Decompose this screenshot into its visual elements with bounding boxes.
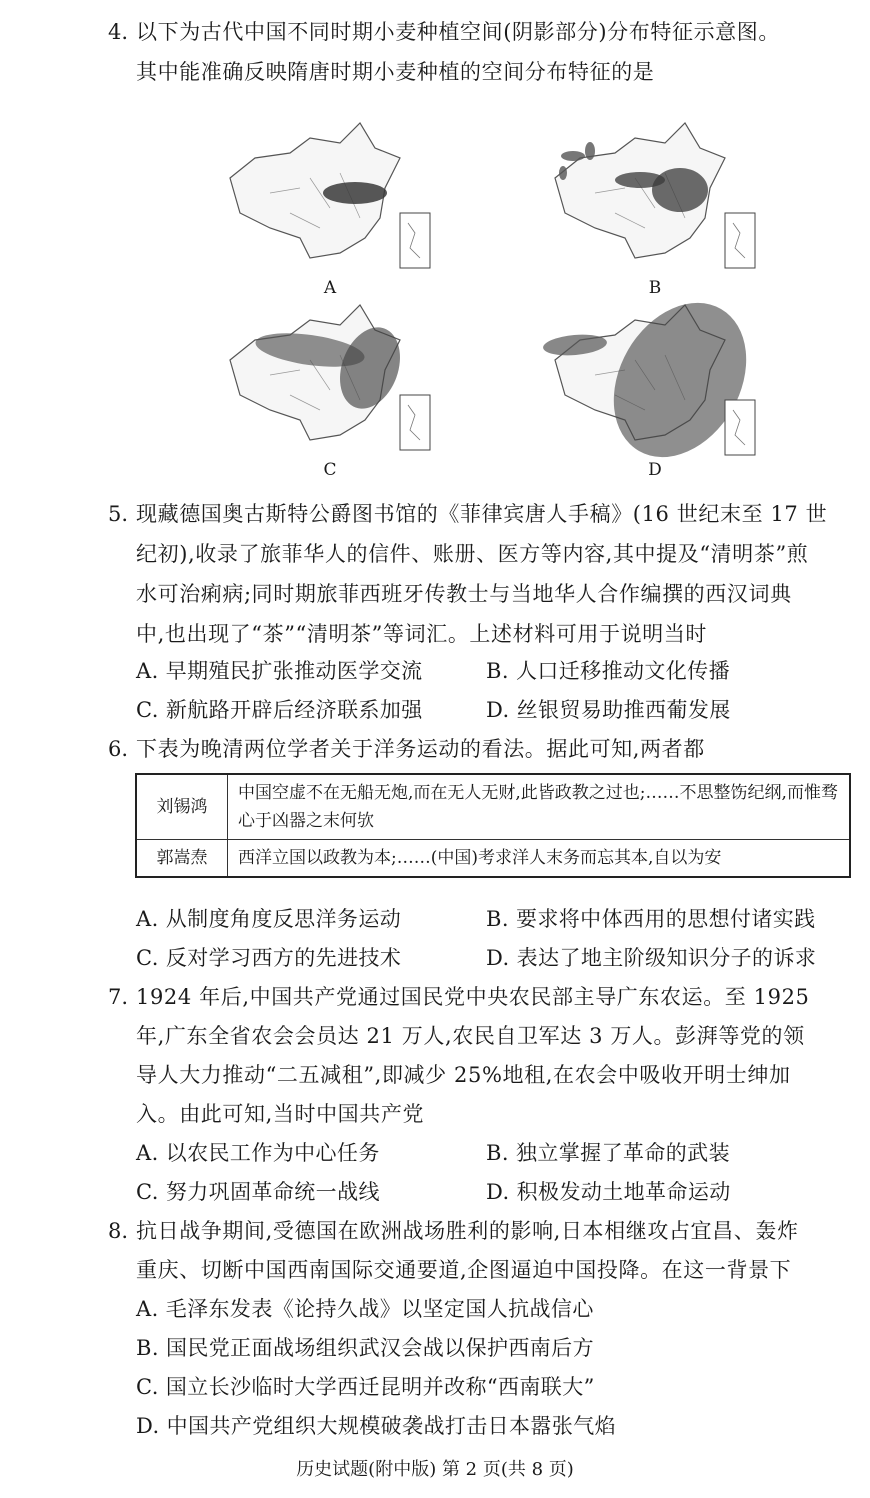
q8-option-a: A. 毛泽东发表《论持久战》以坚定国人抗战信心: [136, 1297, 594, 1321]
q5-number: 5.: [108, 502, 129, 526]
map-c: [210, 300, 470, 485]
q5-option-b: B. 人口迁移推动文化传播: [486, 659, 730, 683]
map-b-label: B: [648, 278, 662, 298]
q8-option-b: B. 国民党正面战场组织武汉会战以保护西南后方: [136, 1336, 594, 1360]
scholar-name: 刘锡鸿: [136, 774, 228, 840]
china-map-d-icon: [535, 300, 775, 465]
q5-option-c: C. 新航路开辟后经济联系加强: [136, 698, 423, 722]
q8-stem-line1: 抗日战争期间,受德国在欧洲战场胜利的影响,日本相继攻占宜昌、轰炸: [136, 1219, 799, 1243]
table-row: [136, 774, 850, 840]
scholar-view: 西洋立国以政教为本;……(中国)考求洋人末务而忘其本,自以为安: [228, 840, 851, 878]
map-d-label: D: [648, 460, 662, 480]
page-footer: 历史试题(附中版) 第 2 页(共 8 页): [296, 1459, 574, 1480]
map-d: [535, 300, 795, 485]
q6-number: 6.: [108, 737, 129, 761]
q7-stem-line4: 入。由此可知,当时中国共产党: [136, 1102, 425, 1126]
map-a: [210, 118, 470, 303]
china-map-a-icon: [210, 118, 450, 278]
q8-stem-line2: 重庆、切断中国西南国际交通要道,企图逼迫中国投降。在这一背景下: [136, 1258, 792, 1282]
q5-stem-line4: 中,也出现了“茶”“清明茶”等词汇。上述材料可用于说明当时: [136, 622, 708, 646]
china-map-b-icon: [535, 118, 775, 278]
q6-opinion-table: [135, 773, 851, 878]
q8-option-c: C. 国立长沙临时大学西迁昆明并改称“西南联大”: [136, 1375, 595, 1399]
q6-option-a: A. 从制度角度反思洋务运动: [136, 907, 402, 931]
q4-stem-line2: 其中能准确反映隋唐时期小麦种植的空间分布特征的是: [136, 60, 655, 84]
scholar-view: 中国空虚不在无船无炮,而在无人无财,此皆政教之过也;……不思整饬纪纲,而惟骛心于凶器之末何欤: [228, 774, 851, 840]
map-b: [535, 118, 795, 303]
table-row: [136, 840, 850, 878]
q8-option-d: D. 中国共产党组织大规模破袭战打击日本嚣张气焰: [136, 1414, 617, 1438]
q5-option-d: D. 丝银贸易助推西葡发展: [486, 698, 731, 722]
q7-option-c: C. 努力巩固革命统一战线: [136, 1180, 380, 1204]
q6-stem: 下表为晚清两位学者关于洋务运动的看法。据此可知,两者都: [136, 737, 705, 761]
map-c-label: C: [323, 460, 337, 480]
q6-option-c: C. 反对学习西方的先进技术: [136, 946, 402, 970]
q5-option-a: A. 早期殖民扩张推动医学交流: [136, 659, 423, 683]
q5-stem-line1: 现藏德国奥古斯特公爵图书馆的《菲律宾唐人手稿》(16 世纪末至 17 世: [136, 502, 828, 526]
scholar-name: 郭嵩焘: [136, 840, 228, 878]
q7-number: 7.: [108, 985, 129, 1009]
q7-stem-line2: 年,广东全省农会会员达 21 万人,农民自卫军达 3 万人。彭湃等党的领: [136, 1024, 805, 1048]
map-a-label: A: [323, 278, 337, 298]
q4-stem-line1: 以下为古代中国不同时期小麦种植空间(阴影部分)分布特征示意图。: [136, 20, 780, 44]
q7-option-d: D. 积极发动土地革命运动: [486, 1180, 731, 1204]
q4-number: 4.: [108, 20, 129, 44]
q7-option-b: B. 独立掌握了革命的武装: [486, 1141, 730, 1165]
q7-stem-line1: 1924 年后,中国共产党通过国民党中央农民部主导广东农运。至 1925: [136, 985, 810, 1009]
q5-stem-line2: 纪初),收录了旅菲华人的信件、账册、医方等内容,其中提及“清明茶”煎: [136, 542, 809, 566]
q6-option-b: B. 要求将中体西用的思想付诸实践: [486, 907, 816, 931]
q8-number: 8.: [108, 1219, 129, 1243]
q4-map-figure: [210, 108, 770, 493]
q7-stem-line3: 导人大力推动“二五减租”,即减少 25%地租,在农会中吸收开明士绅加: [136, 1063, 791, 1087]
q7-option-a: A. 以农民工作为中心任务: [136, 1141, 380, 1165]
q6-option-d: D. 表达了地主阶级知识分子的诉求: [486, 946, 817, 970]
china-map-c-icon: [210, 300, 450, 460]
q5-stem-line3: 水可治痢病;同时期旅菲西班牙传教士与当地华人合作编撰的西汉词典: [136, 582, 792, 606]
